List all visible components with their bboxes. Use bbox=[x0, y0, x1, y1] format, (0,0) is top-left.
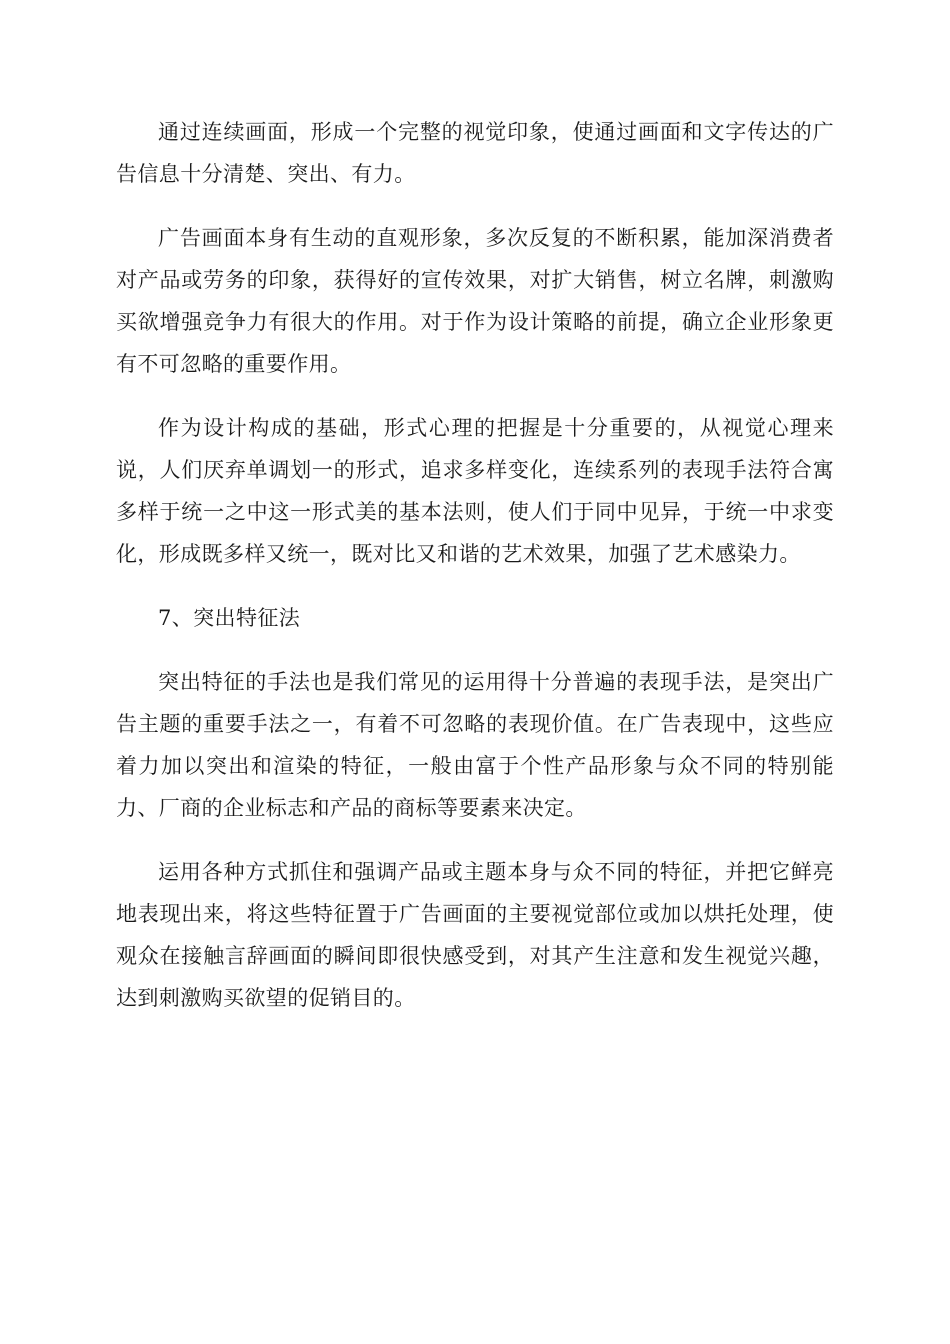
section-heading-highlight-features: 7、突出特征法 bbox=[158, 606, 301, 630]
paragraph-emphasize-features: 运用各种方式抓住和强调产品或主题本身与众不同的特征，并把它鲜亮地表现出来，将这些特征置于广告画面的主要视觉部位或加以烘托处理，使观众在接触言辞画面的瞬间即很快感受到，对其产生注意和发生视觉兴趣，达到刺激购买欲望的促销目的。 bbox=[116, 860, 834, 1010]
paragraph-form-psychology: 作为设计构成的基础，形式心理的把握是十分重要的，从视觉心理来说，人们厌弃单调划一的形式，追求多样变化，连续系列的表现手法符合寓多样于统一之中这一形式美的基本法则，使人们于同中见异，于统一中求变化，形成既多样又统一，既对比又和谐的艺术效果，加强了艺术感染力。 bbox=[116, 416, 834, 566]
document-body bbox=[116, 111, 834, 1041]
paragraph-highlight-features-method: 突出特征的手法也是我们常见的运用得十分普遍的表现手法，是突出广告主题的重要手法之一，有着不可忽略的表现价值。在广告表现中，这些应着力加以突出和渲染的特征，一般由富于个性产品形象与众不同的特别能力、厂商的企业标志和产品的商标等要素来决定。 bbox=[116, 670, 834, 820]
paragraph-repetition-effect: 广告画面本身有生动的直观形象，多次反复的不断积累，能加深消费者对产品或劳务的印象，获得好的宣传效果，对扩大销售，树立名牌，刺激购买欲增强竞争力有很大的作用。对于作为设计策略的前提，确立企业形象更有不可忽略的重要作用。 bbox=[116, 226, 834, 376]
paragraph-continuous-images: 通过连续画面，形成一个完整的视觉印象，使通过画面和文字传达的广告信息十分清楚、突出、有力。 bbox=[116, 120, 834, 186]
